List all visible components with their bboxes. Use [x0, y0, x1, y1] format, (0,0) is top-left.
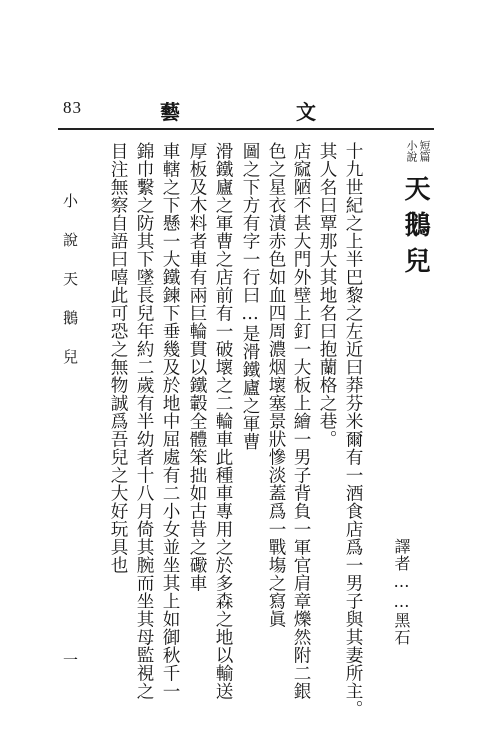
page-number: 83 [63, 98, 82, 117]
genre-label-top: 短篇 [418, 140, 431, 162]
body-column: 十九世紀之上半巴黎之左近曰莽芬米爾有一酒食店爲一男子與其妻所主。 [343, 142, 363, 718]
footer-number: 一 [61, 652, 79, 667]
genre-label-bottom: 小說 [405, 140, 418, 162]
story-title: 天鵝兒 [400, 175, 430, 283]
body-column: 色之星衣漬赤色如血四周濃烟壞塞景狀慘淡蓋爲一戰塲之寫眞 [266, 142, 286, 628]
body-column: 其人名曰覃那大其地名曰抱蘭格之巷。 [317, 142, 337, 448]
body-column: 車轄之下懸一大鐵鍊下垂幾及於地中屈處有二小女並坐其上如御秋千一 [160, 142, 180, 700]
running-head-right: 文 [296, 100, 316, 124]
translator-credit: 譯者……黑石 [392, 538, 411, 646]
body-column: 滑鐵廬之軍曹之店前有一破壞之二輪車此種車專用之於多森之地以輸送 [213, 142, 233, 700]
body-column: 圖之下方有字一行曰…是滑鐵廬之軍曹 [240, 142, 260, 451]
body-column: 目注無察自語曰嘻此可恐之無物誠爲吾兒之大好玩具也 [108, 142, 128, 574]
body-column: 店窳陋不甚大門外壁上釘一大板上繪一男子背負一軍官肩章爍然附二銀 [291, 142, 311, 700]
header-rule [58, 128, 434, 130]
footer-label: 小說天鵝兒 [61, 193, 79, 388]
body-column: 錦巾繫之防其下墜長兒年約二歲有半幼者十八月倚其腕而坐其母監視之 [134, 142, 154, 700]
running-head-left: 藝 [160, 100, 180, 124]
body-column: 厚板及木料者車有兩巨輪貫以鐵轂全體笨拙如古昔之礮車 [187, 142, 207, 592]
